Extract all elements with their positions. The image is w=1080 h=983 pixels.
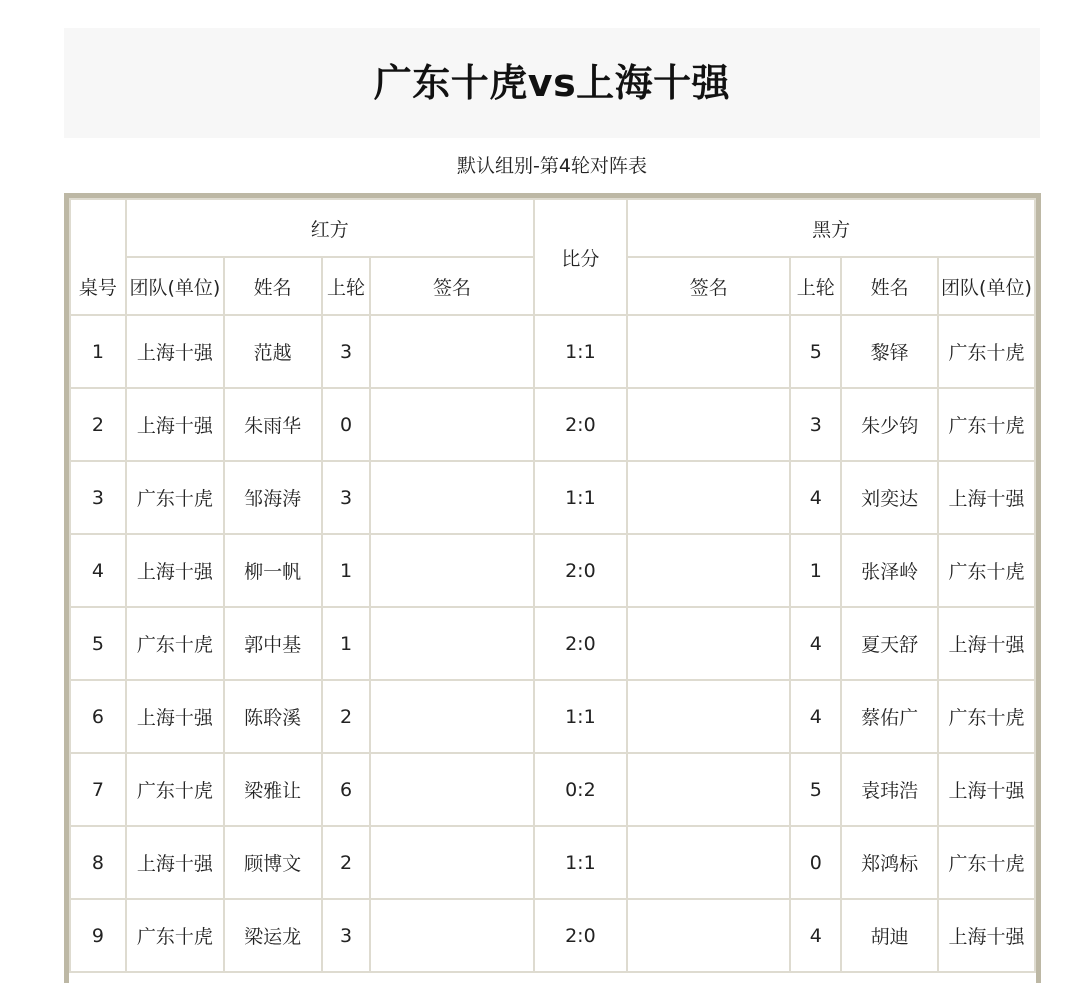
desk-cell: 2 (70, 388, 126, 461)
black-name-cell: 夏天舒 (841, 607, 938, 680)
desk-cell: 7 (70, 753, 126, 826)
red-team-cell: 广东十虎 (126, 461, 224, 534)
red-last-round-cell: 3 (322, 461, 371, 534)
black-side-header: 黑方 (627, 199, 1035, 257)
red-last-round-cell: 1 (322, 607, 371, 680)
black-name-header: 姓名 (841, 257, 938, 315)
black-last-round-cell: 4 (790, 461, 841, 534)
desk-cell: 1 (70, 315, 126, 388)
pairings-table (69, 198, 1036, 973)
table-row (70, 388, 1035, 461)
red-last-round-cell: 2 (322, 680, 371, 753)
black-team-cell: 上海十强 (938, 753, 1035, 826)
red-name-cell: 范越 (224, 315, 322, 388)
black-team-cell: 广东十虎 (938, 826, 1035, 899)
table-row (70, 534, 1035, 607)
black-signature-cell (627, 899, 790, 972)
table-row (70, 680, 1035, 753)
red-signature-cell (370, 753, 533, 826)
desk-cell: 9 (70, 899, 126, 972)
black-last-round-cell: 5 (790, 753, 841, 826)
table-row (70, 315, 1035, 388)
score-header: 比分 (534, 199, 628, 315)
black-name-cell: 刘奕达 (841, 461, 938, 534)
black-last-round-cell: 1 (790, 534, 841, 607)
red-team-cell: 上海十强 (126, 680, 224, 753)
red-name-cell: 朱雨华 (224, 388, 322, 461)
black-team-cell: 上海十强 (938, 461, 1035, 534)
red-last-round-header: 上轮 (322, 257, 371, 315)
black-name-cell: 郑鸿标 (841, 826, 938, 899)
black-signature-cell (627, 680, 790, 753)
red-last-round-cell: 0 (322, 388, 371, 461)
red-signature-cell (370, 826, 533, 899)
black-last-round-cell: 4 (790, 899, 841, 972)
score-cell: 1:1 (534, 461, 628, 534)
red-name-cell: 邹海涛 (224, 461, 322, 534)
score-cell: 1:1 (534, 315, 628, 388)
red-last-round-cell: 3 (322, 899, 371, 972)
red-team-cell: 广东十虎 (126, 753, 224, 826)
black-signature-cell (627, 826, 790, 899)
black-signature-cell (627, 607, 790, 680)
black-last-round-header: 上轮 (790, 257, 841, 315)
black-last-round-cell: 4 (790, 680, 841, 753)
red-signature-cell (370, 388, 533, 461)
red-signature-cell (370, 680, 533, 753)
black-name-cell: 蔡佑广 (841, 680, 938, 753)
pairings-table-frame (64, 193, 1041, 983)
red-name-cell: 梁运龙 (224, 899, 322, 972)
score-cell: 1:1 (534, 826, 628, 899)
black-last-round-cell: 5 (790, 315, 841, 388)
black-signature-header: 签名 (627, 257, 790, 315)
black-team-cell: 上海十强 (938, 899, 1035, 972)
red-signature-cell (370, 315, 533, 388)
page-title: 广东十虎vs上海十强 (373, 61, 731, 105)
black-name-cell: 朱少钧 (841, 388, 938, 461)
red-name-cell: 陈聆溪 (224, 680, 322, 753)
red-last-round-cell: 6 (322, 753, 371, 826)
red-team-cell: 上海十强 (126, 315, 224, 388)
score-cell: 2:0 (534, 388, 628, 461)
red-signature-header: 签名 (370, 257, 533, 315)
black-last-round-cell: 0 (790, 826, 841, 899)
desk-cell: 8 (70, 826, 126, 899)
black-last-round-cell: 4 (790, 607, 841, 680)
red-signature-cell (370, 607, 533, 680)
black-signature-cell (627, 753, 790, 826)
black-signature-cell (627, 461, 790, 534)
header-row-sides (70, 199, 1035, 257)
black-signature-cell (627, 315, 790, 388)
red-last-round-cell: 3 (322, 315, 371, 388)
red-name-cell: 顾博文 (224, 826, 322, 899)
red-signature-cell (370, 461, 533, 534)
red-signature-cell (370, 534, 533, 607)
black-signature-cell (627, 534, 790, 607)
table-row (70, 826, 1035, 899)
desk-header: 桌号 (70, 199, 126, 315)
red-team-cell: 广东十虎 (126, 899, 224, 972)
black-name-cell: 张泽岭 (841, 534, 938, 607)
table-row (70, 607, 1035, 680)
black-team-cell: 广东十虎 (938, 315, 1035, 388)
desk-cell: 3 (70, 461, 126, 534)
table-row (70, 461, 1035, 534)
red-name-cell: 柳一帆 (224, 534, 322, 607)
black-signature-cell (627, 388, 790, 461)
red-name-cell: 郭中基 (224, 607, 322, 680)
score-cell: 2:0 (534, 899, 628, 972)
page-subtitle: 默认组别-第4轮对阵表 (457, 155, 647, 177)
red-side-header: 红方 (126, 199, 534, 257)
black-team-header: 团队(单位) (938, 257, 1035, 315)
table-row (70, 753, 1035, 826)
black-team-cell: 上海十强 (938, 607, 1035, 680)
red-team-cell: 上海十强 (126, 388, 224, 461)
black-team-cell: 广东十虎 (938, 534, 1035, 607)
red-name-cell: 梁雅让 (224, 753, 322, 826)
black-team-cell: 广东十虎 (938, 680, 1035, 753)
black-last-round-cell: 3 (790, 388, 841, 461)
score-cell: 2:0 (534, 534, 628, 607)
desk-cell: 6 (70, 680, 126, 753)
red-name-header: 姓名 (224, 257, 322, 315)
score-cell: 0:2 (534, 753, 628, 826)
score-cell: 2:0 (534, 607, 628, 680)
black-name-cell: 黎铎 (841, 315, 938, 388)
red-last-round-cell: 1 (322, 534, 371, 607)
desk-cell: 4 (70, 534, 126, 607)
black-team-cell: 广东十虎 (938, 388, 1035, 461)
red-team-header: 团队(单位) (126, 257, 224, 315)
red-team-cell: 广东十虎 (126, 607, 224, 680)
red-team-cell: 上海十强 (126, 826, 224, 899)
red-team-cell: 上海十强 (126, 534, 224, 607)
black-name-cell: 胡迪 (841, 899, 938, 972)
score-cell: 1:1 (534, 680, 628, 753)
desk-cell: 5 (70, 607, 126, 680)
red-last-round-cell: 2 (322, 826, 371, 899)
table-row (70, 899, 1035, 972)
black-name-cell: 袁玮浩 (841, 753, 938, 826)
red-signature-cell (370, 899, 533, 972)
